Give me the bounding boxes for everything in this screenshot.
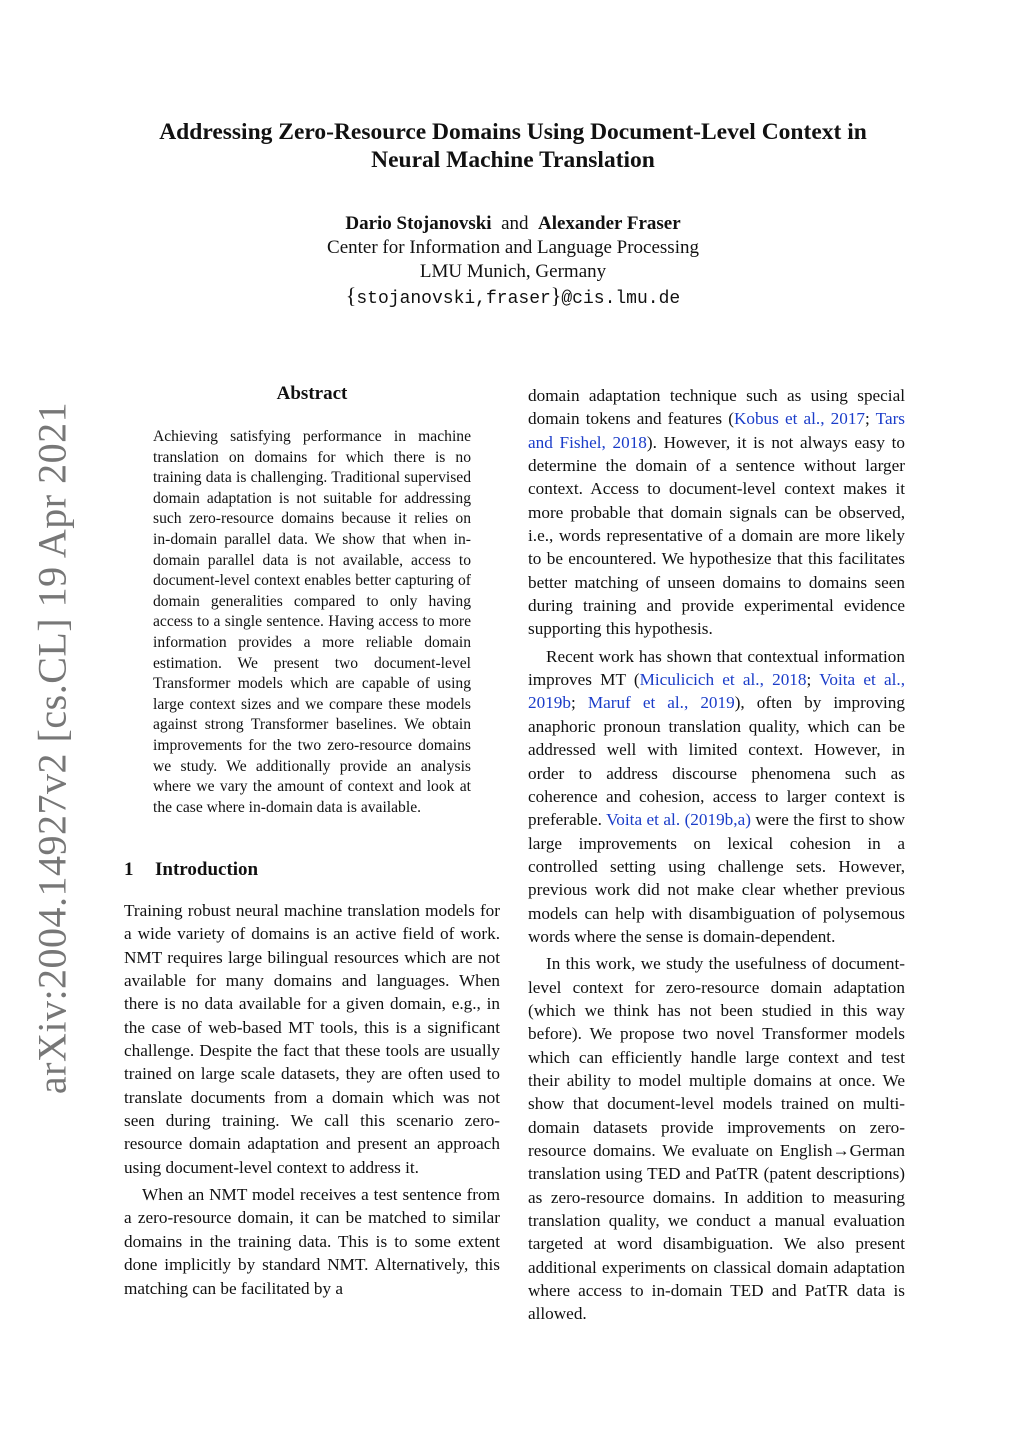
text-run: ; — [570, 693, 588, 713]
affiliation: Center for Information and Language Processing — [327, 237, 699, 258]
author-email — [100, 284, 926, 311]
right-column — [528, 384, 905, 1326]
email-brace-close: } — [550, 283, 562, 308]
left-column — [124, 899, 500, 1300]
citation-link[interactable]: Voita et al. (2019b,a) — [606, 810, 751, 830]
text-run: ; — [865, 409, 876, 429]
section-title: Introduction — [155, 859, 259, 880]
intro-paragraph-2: When an NMT model receives a test sentence from a zero-resource domain, it can be matched to similar domains in the training data. This is to some extent done implicitly by standard NMT. Alternatively, this matching can be facilitated by a — [124, 1185, 500, 1298]
citation-link[interactable]: Tars and Fishel, 2018 — [528, 409, 905, 452]
text-run: ). However, it is not always easy to determine the domain of a sentence without larger context. Access to document-level context makes it more probable that domain signals can be observed, i.e., words representative of a domain are more likely to be encountered. We hypothesize that this facilitates better matching of unseen domains to domains seen during training and provide experimental evidence supporting this hypothesis. — [528, 432, 905, 639]
citation-link[interactable]: Kobus et al., 2017 — [733, 409, 866, 429]
right-paragraph-1 — [528, 384, 905, 641]
author-and: and — [501, 213, 529, 234]
text-run: were the first to show large improvements on lexical cohesion in a controlled setting using challenge sets. However, previous work did not make clear whether previous models can help with disambiguation of polysemous words where the sense is domain-dependent. — [528, 810, 905, 946]
text-run: domain adaptation technique such as using special domain tokens and features ( — [528, 386, 905, 429]
email-names: stojanovski,fraser — [356, 289, 551, 309]
intro-paragraph-1: Training robust neural machine translation models for a wide variety of domains is an active field of work. NMT requires large bilingual resources which are not available for many domains and languages. When there is no data available for a given domain, e.g., in the case of web-based MT tools, this is a significant challenge. Despite the fact that these tools are usually trained on large scale datasets, they are often used to translate documents from a domain which was not seen during training. We call this scenario zero-resource domain adaptation and present an approach using document-level context to address it. — [124, 901, 500, 1177]
right-paragraph-3: In this work, we study the usefulness of document-level context for zero-resource domain adaptation (which we think has not been studied in this way before). We propose two novel Transformer models which can efficiently handle large context and test their ability to model multiple domains at once. We show that document-level models trained on multi-domain datasets provide improvements on zero-resource domains. We evaluate on English→German translation using TED and PatTR (patent descriptions) as zero-resource domains. In addition to measuring translation quality, we conduct a manual evaluation targeted at word disambiguation. We also present additional experiments on classical domain adaptation where access to in-domain TED and PatTR data is allowed. — [528, 954, 905, 1324]
title-line-1: Addressing Zero-Resource Domains Using Document-Level Context in — [159, 119, 867, 145]
author-names — [100, 212, 926, 236]
email-domain: @cis.lmu.de — [561, 289, 681, 309]
abstract-heading: Abstract — [276, 383, 348, 404]
citation-link[interactable]: Voita et al., 2019b — [528, 670, 905, 713]
text-run: Recent work has shown that contextual information improves MT ( — [528, 646, 905, 690]
right-paragraph-2 — [528, 645, 905, 948]
title-line-2: Neural Machine Translation — [371, 147, 655, 173]
citation-link[interactable]: Miculicich et al., 2018 — [639, 670, 807, 690]
author-2: Alexander Fraser — [538, 213, 681, 234]
citation-link[interactable]: Maruf et al., 2019 — [587, 693, 735, 713]
section-number: 1 — [124, 859, 134, 880]
arxiv-stamp-text: arXiv:2004.14927v2 [cs.CL] 19 Apr 2021 — [29, 401, 75, 1095]
author-1: Dario Stojanovski — [345, 213, 492, 234]
author-block — [100, 212, 926, 311]
abstract-text: Achieving satisfying performance in machine translation on domains for which there is no training data is challenging. Traditional supervised domain adaptation is not suitable for addressing such zero-resource domains because it relies on in-domain parallel data. We show that when in-domain parallel data is not available, access to document-level context enables better capturing of domain generalities compared to only having access to a single sentence. Having access to more information provides a more reliable domain estimation. We present two document-level Transformer models which are capable of using large context sizes and we compare these models against strong Transformer baselines. We obtain improvements for the two zero-resource domains we study. We additionally provide an analysis where we vary the amount of context and look at the case where in-domain data is available. — [153, 428, 471, 816]
text-run: ), often by improving anaphoric pronoun translation quality, which can be addressed well with limited context. However, in order to address discourse phenomena such as coherence and cohesion, access to larger context is preferable. — [528, 693, 905, 830]
paper-title — [100, 118, 926, 174]
text-run: ; — [806, 670, 820, 690]
section-heading-introduction — [124, 859, 258, 881]
email-brace-open: { — [345, 283, 357, 308]
location: LMU Munich, Germany — [419, 261, 607, 282]
